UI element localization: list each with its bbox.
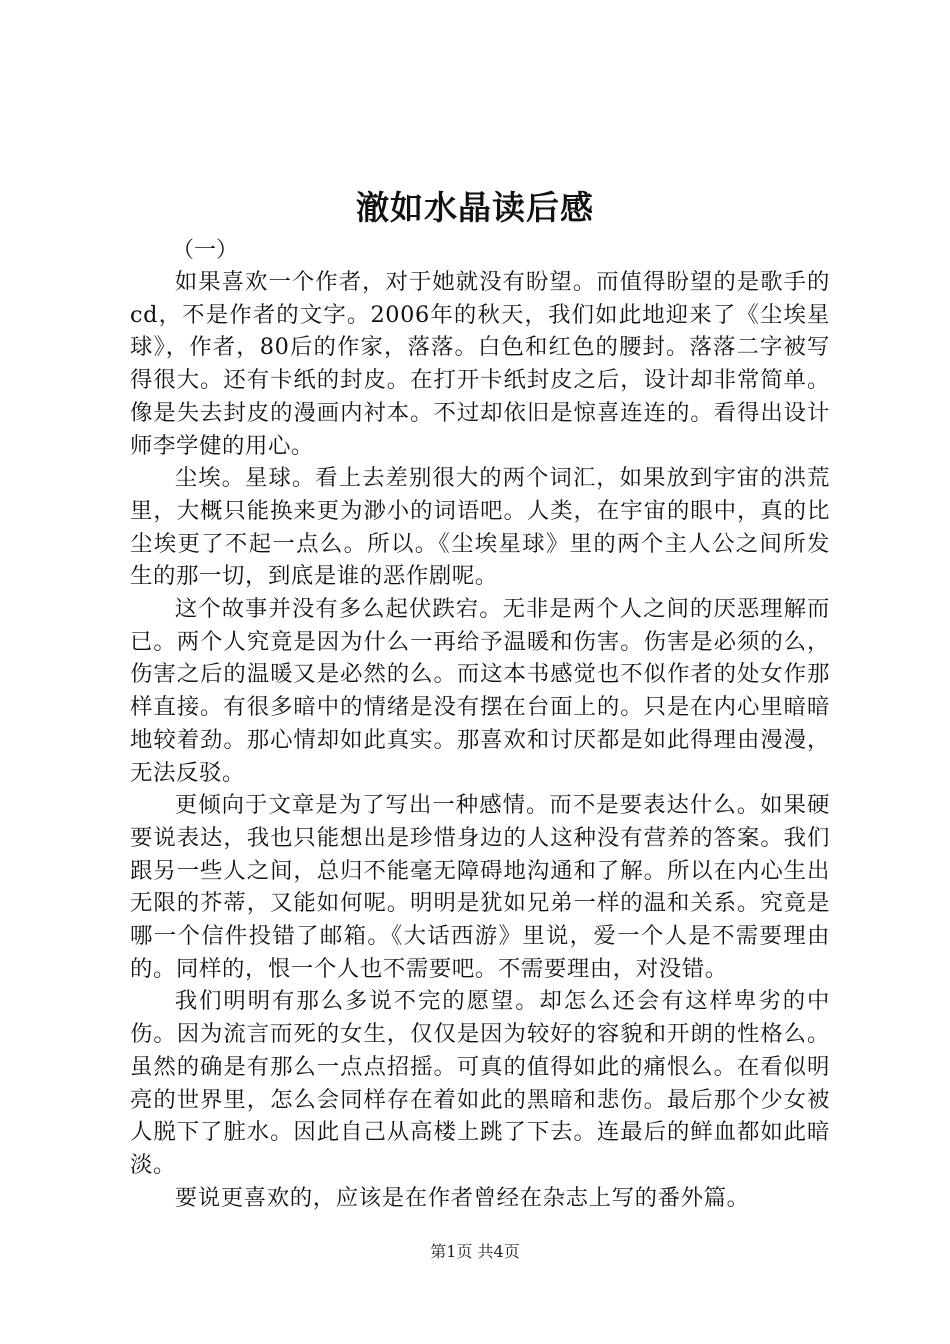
body-text [130,266,830,1214]
section-label: （一） [172,238,239,263]
paragraph: 我们明明有那么多说不完的愿望。却怎么还会有这样卑劣的中伤。因为流言而死的女生，仅仅是因为较好的容貌和开朗的性格么。虽然的确是有那么一点点招摇。可真的值得如此的痛恨么。在看似明亮的世界里，怎么会同样存在着如此的黑暗和悲伤。最后那个少女被人脱下了脏水。因此自己从高楼上跳了下去。连最后的鲜血都如此暗淡。 [130,988,830,1178]
paragraph: 如果喜欢一个作者，对于她就没有盼望。而值得盼望的是歌手的cd，不是作者的文字。2006年的秋天，我们如此地迎来了《尘埃星球》，作者，80后的作家，落落。白色和红色的腰封。落落二字被写得很大。还有卡纸的封皮。在打开卡纸封皮之后，设计却非常简单。像是失去封皮的漫画内衬本。不过却依旧是惊喜连连的。看得出设计师李学健的用心。 [130,269,830,459]
document-title: 澈如水晶读后感 [356,188,594,227]
paragraph: 要说更喜欢的，应该是在作者曾经在杂志上写的番外篇。 [174,1184,750,1211]
page-footer: 第1页 共4页 [430,1242,520,1261]
paragraph: 尘埃。星球。看上去差别很大的两个词汇，如果放到宇宙的洪荒里，大概只能换来更为渺小的词语吧。人类，在宇宙的眼中，真的比尘埃更了不起一点么。所以。《尘埃星球》里的两个主人公之间所发生的那一切，到底是谁的恶作剧呢。 [130,465,830,590]
paragraph: 更倾向于文章是为了写出一种感情。而不是要表达什么。如果硬要说表达，我也只能想出是珍惜身边的人这种没有营养的答案。我们跟另一些人之间，总归不能毫无障碍地沟通和了解。所以在内心生出无限的芥蒂，又能如何呢。明明是犹如兄弟一样的温和关系。究竟是哪一个信件投错了邮箱。《大话西游》里说，爱一个人是不需要理由的。同样的，恨一个人也不需要吧。不需要理由，对没错。 [130,792,830,982]
paragraph: 这个故事并没有多么起伏跌宕。无非是两个人之间的厌恶理解而已。两个人究竟是因为什么一再给予温暖和伤害。伤害是必须的么，伤害之后的温暖又是必然的么。而这本书感觉也不似作者的处女作那样直接。有很多暗中的情绪是没有摆在台面上的。只是在内心里暗暗地较着劲。那心情却如此真实。那喜欢和讨厌都是如此得理由漫漫，无法反驳。 [130,596,830,786]
